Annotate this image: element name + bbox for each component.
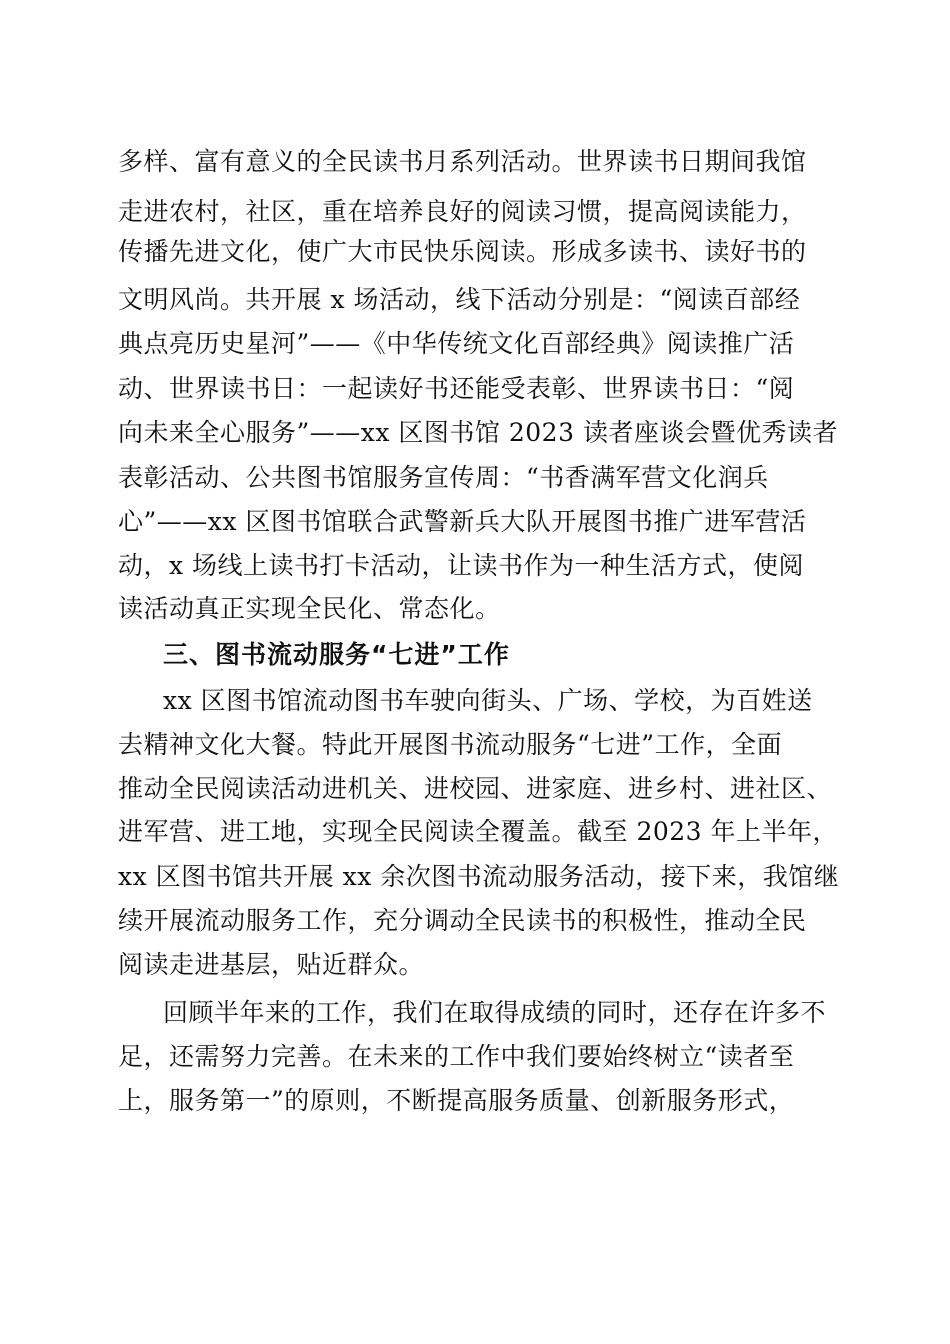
paragraph-2-line-6: 续开展流动服务工作，充分调动全民读书的积极性，推动全民 [118,906,807,935]
paragraph-2-line-1: xx 区图书馆流动图书车驶向街头、广场、学校，为百姓送 [163,686,813,715]
paragraph-1-line-5: 典点亮历史星河”——《中华传统文化百部经典》阅读推广活 [118,329,795,358]
paragraph-1-line-4: 文明风尚。共开展 x 场活动，线下活动分别是：“阅读百部经 [118,285,801,314]
paragraph-1-line-2: 走进农村，社区，重在培养良好的阅读习惯，提高阅读能力， [118,197,807,226]
paragraph-3-line-1: 回顾半年来的工作，我们在取得成绩的同时，还存在许多不 [163,998,827,1027]
paragraph-1-line-1: 多样、富有意义的全民读书月系列活动。世界读书日期间我馆 [118,147,807,176]
paragraph-2-line-3: 推动全民阅读活动进机关、进校园、进家庭、进乡村、进社区、 [118,774,833,803]
paragraph-1-line-6: 动、世界读书日：一起读好书还能受表彰、世界读书日：“阅 [118,374,795,403]
paragraph-1-line-3: 传播先进文化，使广大市民快乐阅读。形成多读书、读好书的 [118,237,807,266]
paragraph-2-line-5: xx 区图书馆共开展 xx 余次图书流动服务活动，接下来，我馆继 [118,862,840,891]
paragraph-1-line-11: 读活动真正实现全民化、常态化。 [118,594,501,623]
paragraph-1-line-10: 动，x 场线上读书打卡活动，让读书作为一种生活方式，使阅 [118,551,805,580]
paragraph-1-line-8: 表彰活动、公共图书馆服务宣传周：“书香满军营文化润兵 [118,463,769,492]
paragraph-1-line-9: 心”——xx 区图书馆联合武警新兵大队开展图书推广进军营活 [118,507,807,536]
paragraph-3-line-3: 上，服务第一”的原则，不断提高服务质量、创新服务形式， [118,1086,795,1115]
section-heading: 三、图书流动服务“七进”工作 [163,640,510,669]
paragraph-3-line-2: 足，还需努力完善。在未来的工作中我们要始终树立“读者至 [118,1042,795,1071]
paragraph-2-line-7: 阅读走进基层，贴近群众。 [118,950,425,979]
paragraph-2-line-2: 去精神文化大餐。特此开展图书流动服务“七进”工作，全面 [118,730,783,759]
paragraph-1-line-7: 向未来全心服务”——xx 区图书馆 2023 读者座谈会暨优秀读者 [118,418,838,447]
paragraph-2-line-4: 进军营、进工地，实现全民阅读全覆盖。截至 2023 年上半年， [118,817,839,846]
